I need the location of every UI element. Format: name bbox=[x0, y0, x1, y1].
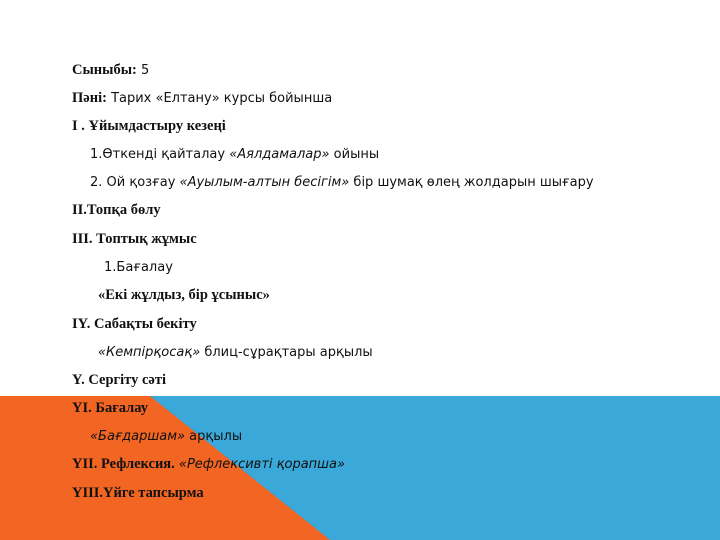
stage-1-heading bbox=[72, 118, 226, 134]
subject-line bbox=[72, 90, 332, 107]
item-1-text: 1.Өткенді қайталау bbox=[90, 147, 230, 162]
stage-3-title: ІІІ. Топтық жұмыс bbox=[72, 231, 197, 247]
stage-3-heading bbox=[72, 231, 197, 247]
class-label: Сыныбы: bbox=[72, 62, 137, 78]
item-2-text: 2. Ой қозғау bbox=[90, 175, 180, 190]
item-1-tail: ойыны bbox=[329, 147, 380, 162]
evaluation-text: 1.Бағалау bbox=[104, 260, 173, 275]
stage-4-heading bbox=[72, 316, 197, 332]
reflection-box-italic: «Рефлексивті қорапша» bbox=[174, 457, 346, 472]
stage-3-item-2 bbox=[98, 287, 270, 303]
rainbow-italic: «Кемпірқосақ» bbox=[98, 345, 201, 360]
stage-2-heading bbox=[72, 202, 161, 218]
item-1-italic: «Аялдамалар» bbox=[229, 147, 330, 162]
item-2-tail: бір шумақ өлең жолдарын шығару bbox=[349, 175, 594, 190]
stage-1-item-1 bbox=[90, 146, 379, 163]
subject-label: Пәні: bbox=[72, 90, 107, 106]
stage-6-item bbox=[90, 428, 242, 445]
stage-6-title: YІ. Бағалау bbox=[72, 400, 149, 416]
traffic-light-italic: «Бағдаршам» bbox=[90, 429, 186, 444]
item-2-italic: «Ауылым-алтын бесігім» bbox=[179, 175, 350, 190]
stage-8-title: YІІІ.Үйге тапсырма bbox=[72, 485, 204, 501]
subject-value: Тарих «Елтану» курсы бойынша bbox=[106, 91, 333, 106]
two-stars-title: «Екі жұлдыз, бір ұсыныс» bbox=[98, 287, 270, 303]
class-value: 5 bbox=[136, 63, 150, 78]
traffic-light-tail: арқылы bbox=[185, 429, 243, 444]
class-line bbox=[72, 62, 149, 79]
stage-7-heading bbox=[72, 456, 345, 473]
stage-4-title: ІY. Сабақты бекіту bbox=[72, 316, 197, 332]
rainbow-tail: блиц-сұрақтары арқылы bbox=[200, 345, 373, 360]
stage-5-heading bbox=[72, 372, 166, 388]
stage-1-title: І . Ұйымдастыру кезеңі bbox=[72, 118, 226, 134]
stage-4-item bbox=[98, 344, 373, 361]
stage-3-item-1 bbox=[104, 259, 173, 276]
stage-8-heading bbox=[72, 485, 204, 501]
stage-5-title: Y. Сергіту сәті bbox=[72, 372, 166, 388]
stage-2-title: ІІ.Топқа бөлу bbox=[72, 202, 161, 218]
stage-1-item-2 bbox=[90, 174, 594, 191]
stage-7-title: YІІ. Рефлексия. bbox=[72, 456, 175, 472]
stage-6-heading bbox=[72, 400, 148, 416]
